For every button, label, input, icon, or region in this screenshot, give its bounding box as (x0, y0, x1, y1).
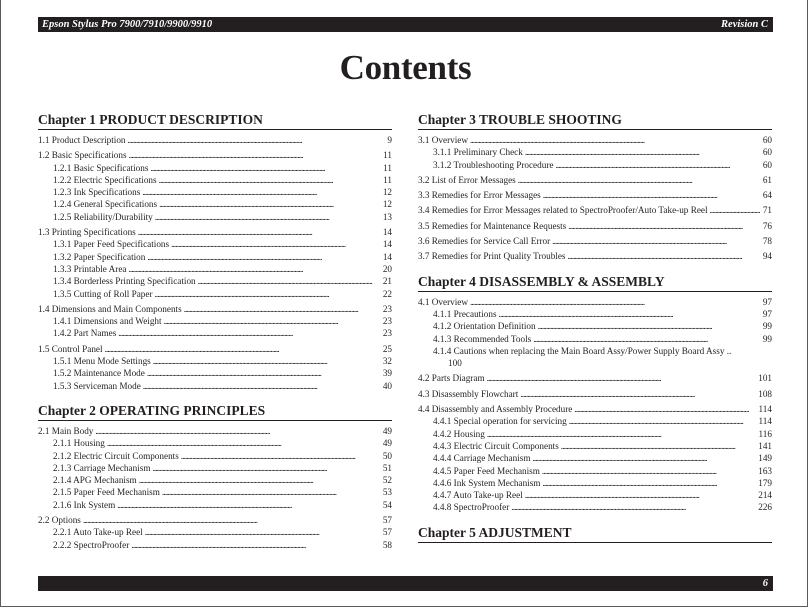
leader-dots (525, 489, 755, 501)
leader-dots (164, 315, 380, 327)
toc-column-right (418, 112, 772, 547)
toc-entry-page: 114 (758, 404, 772, 415)
running-header (38, 17, 773, 32)
toc-entry-page: 53 (382, 487, 392, 498)
toc-entry-page: 78 (762, 236, 772, 247)
leader-dots (543, 189, 760, 201)
toc-entry-label: 1.4.1 Dimensions and Weight (53, 316, 162, 327)
leader-dots (159, 198, 380, 210)
leader-dots (105, 343, 380, 355)
toc-entry-label: 1.3.4 Borderless Printing Specification (53, 276, 196, 287)
leader-dots (152, 462, 379, 474)
toc-entry-label: 1.4 Dimensions and Main Components (38, 303, 182, 314)
toc-subentry[interactable] (418, 440, 772, 452)
leader-dots (131, 539, 380, 551)
toc-entry-page: 9 (387, 135, 392, 145)
leader-dots (542, 477, 755, 489)
toc-subentry[interactable] (418, 146, 772, 158)
toc-subentry[interactable] (418, 477, 772, 489)
toc-entry-label: 4.2 Parts Diagram (418, 373, 485, 384)
toc-entry-page: 52 (382, 475, 392, 486)
leader-dots (487, 372, 756, 384)
toc-entry-label: 3.1.2 Troubleshooting Procedure (433, 159, 554, 170)
toc-entry-page: 61 (762, 174, 772, 185)
toc-entry-page: 226 (758, 502, 772, 513)
toc-entry-page: 25 (382, 343, 392, 354)
toc-subentry[interactable] (418, 159, 772, 171)
toc-entry-page: 11 (383, 174, 392, 185)
toc-entry-label: 3.7 Remedies for Print Quality Troubles (418, 251, 566, 262)
toc-entry[interactable] (38, 134, 392, 146)
toc-entry[interactable] (418, 235, 772, 247)
toc-subentry[interactable] (418, 415, 772, 427)
toc-entry-label: 4.4.6 Ink System Mechanism (433, 477, 541, 488)
leader-dots (147, 367, 380, 379)
toc-entry-label: 4.1.1 Precautions (433, 308, 497, 319)
leader-dots (470, 134, 760, 146)
toc-entry-page: 76 (762, 220, 772, 231)
leader-dots (569, 415, 756, 427)
toc-entry-page: 32 (382, 356, 392, 367)
toc-subentry[interactable] (38, 263, 392, 275)
toc-entry-page: 58 (382, 539, 392, 550)
leader-dots (155, 288, 380, 300)
toc-entry-label: 2.2.2 SpectroProofer (53, 539, 130, 550)
toc-entry-page: 149 (758, 453, 772, 464)
toc-subentry[interactable] (38, 526, 392, 538)
toc-entry[interactable] (418, 204, 772, 216)
toc-entry-label: 1.2.5 Reliability/Durability (53, 211, 153, 222)
toc-entry-page: 40 (382, 380, 392, 391)
leader-dots (142, 186, 380, 198)
toc-entry[interactable] (38, 149, 392, 161)
toc-entry-label: 1.2.3 Ink Specifications (53, 187, 141, 198)
running-footer (38, 576, 773, 591)
leader-dots (128, 263, 379, 275)
toc-entry-page: 60 (762, 147, 772, 158)
toc-entry-page: 21 (382, 276, 392, 287)
toc-entry-page: 94 (762, 251, 772, 262)
leader-dots (147, 251, 379, 263)
toc-entry[interactable] (38, 425, 392, 437)
toc-subentry[interactable] (38, 327, 392, 339)
toc-chapter-heading[interactable]: Chapter 5 ADJUSTMENT (418, 525, 772, 543)
toc-entry-page: 12 (382, 187, 392, 198)
toc-entry-label: 1.1 Product Description (38, 135, 126, 145)
toc-entry-page: 108 (758, 388, 772, 399)
leader-dots (129, 149, 381, 161)
toc-entry-label: 1.5 Control Panel (38, 343, 103, 354)
toc-chapter-heading[interactable]: Chapter 3 TROUBLE SHOOTING (418, 112, 772, 130)
toc-entry-label: 1.3.1 Paper Feed Specifications (53, 239, 170, 250)
toc-entry-label: 1.3.5 Cutting of Roll Paper (53, 288, 153, 299)
toc-entry-label: 4.4.7 Auto Take-up Reel (433, 490, 523, 501)
leader-dots (542, 465, 755, 477)
toc-entry-page: 97 (762, 308, 772, 319)
toc-entry[interactable] (418, 250, 772, 262)
toc-chapter-heading[interactable]: Chapter 1 PRODUCT DESCRIPTION (38, 112, 392, 130)
toc-subentry[interactable] (38, 355, 392, 367)
toc-entry-page: 13 (382, 211, 392, 222)
toc-entry-page: 100 (448, 358, 462, 369)
leader-dots (138, 226, 380, 238)
toc-subentry[interactable] (38, 174, 392, 186)
leader-dots (520, 388, 755, 400)
leader-dots (128, 134, 385, 146)
toc-subentry[interactable] (418, 308, 772, 320)
toc-entry[interactable] (38, 514, 392, 526)
toc-subentry[interactable] (418, 452, 772, 464)
leader-dots (145, 526, 380, 538)
toc-entry-page: 12 (382, 199, 392, 210)
toc-entry-label: 4.1.3 Recommended Tools (433, 333, 532, 344)
toc-entry-page: 23 (382, 328, 392, 339)
toc-entry-page: 60 (762, 135, 772, 145)
leader-dots (538, 320, 760, 332)
toc-entry-page: 49 (382, 438, 392, 449)
toc-entry-label: 1.5.1 Menu Mode Settings (53, 356, 151, 367)
header-revision: Revision C (721, 19, 768, 30)
toc-chapter-heading[interactable]: Chapter 4 DISASSEMBLY & ASSEMBLY (418, 274, 772, 292)
toc-entry-page: 71 (762, 205, 772, 216)
toc-entry-page: 179 (758, 477, 772, 488)
leader-dots (171, 238, 380, 250)
leader-dots (198, 275, 380, 287)
toc-entry-page: 114 (758, 416, 772, 427)
leader-dots (533, 333, 760, 345)
toc-entry-label: 4.3 Disassembly Flowchart (418, 388, 519, 399)
toc-entry-label: 1.2.1 Basic Specifications (53, 162, 149, 173)
leader-dots (511, 501, 755, 513)
toc-entry-page: 141 (758, 440, 772, 451)
toc-subentry[interactable] (38, 186, 392, 198)
toc-entry[interactable] (418, 372, 772, 384)
page-title: Contents (339, 48, 472, 87)
toc-entry-label: 2.2.1 Auto Take-up Reel (53, 527, 143, 538)
leader-dots (532, 452, 755, 464)
toc-entry-label: 4.4.1 Special operation for servicing (433, 416, 567, 427)
toc-entry-page: 22 (382, 288, 392, 299)
toc-subentry[interactable] (418, 333, 772, 345)
toc-entry[interactable] (38, 303, 392, 315)
toc-entry-label: 3.1 Overview (418, 135, 469, 145)
toc-entry-label: 4.4.3 Electric Circuit Components (433, 440, 559, 451)
leader-dots (117, 499, 380, 511)
leader-dots (561, 440, 755, 452)
toc-entry-page: 23 (382, 303, 392, 314)
toc-entry-page: 51 (382, 462, 392, 473)
toc-entry-page: 163 (758, 465, 772, 476)
toc-entry-label: 4.1 Overview (418, 296, 469, 307)
toc-subentry[interactable] (418, 489, 772, 501)
toc-entry-page: 54 (382, 499, 392, 510)
leader-dots (525, 146, 760, 158)
leader-dots (83, 514, 380, 526)
toc-subentry[interactable] (38, 238, 392, 250)
toc-entry-label: 4.4.8 SpectroProofer (433, 502, 510, 513)
toc-subentry[interactable] (38, 162, 392, 174)
leader-dots (181, 450, 380, 462)
toc-entry-label: 3.3 Remedies for Error Messages (418, 190, 541, 201)
toc-entry[interactable] (418, 388, 772, 400)
toc-entry-label: 1.5.2 Maintenance Mode (53, 368, 145, 379)
toc-column-left (38, 112, 392, 551)
toc-entry[interactable] (418, 220, 772, 232)
toc-subentry[interactable] (38, 367, 392, 379)
toc-entry-page: 11 (383, 150, 392, 161)
leader-dots (552, 235, 760, 247)
toc-entry[interactable] (38, 226, 392, 238)
toc-entry-label: 1.5.3 Serviceman Mode (53, 380, 141, 391)
toc-entry-label: 3.4 Remedies for Error Messages related to SpectroProofer/Auto Take-up Reel (418, 205, 708, 216)
toc-entry-page: 49 (382, 425, 392, 436)
toc-entry-page: 39 (382, 368, 392, 379)
toc-entry[interactable] (418, 189, 772, 201)
toc-entry-label: 4.4.2 Housing (433, 428, 485, 439)
leader-dots (499, 308, 760, 320)
toc-subentry[interactable] (418, 320, 772, 332)
toc-entry-label: 4.4.4 Carriage Mechanism (433, 453, 531, 464)
page-number: 6 (762, 578, 768, 589)
leader-dots (143, 380, 380, 392)
leader-dots (574, 403, 755, 415)
toc-entry-page: 60 (762, 159, 772, 170)
toc-entry-label: 1.2.4 General Specifications (53, 199, 158, 210)
toc-entry-label: 2.1.4 APG Mechanism (53, 475, 137, 486)
toc-entry-label: 2.1.3 Carriage Mechanism (53, 462, 151, 473)
toc-entry-page: 214 (758, 490, 772, 501)
toc-entry-label: 2.1.5 Paper Feed Mechanism (53, 487, 160, 498)
toc-subentry[interactable] (38, 275, 392, 287)
toc-subentry[interactable] (38, 315, 392, 327)
leader-dots (155, 211, 380, 223)
toc-subentry[interactable] (38, 198, 392, 210)
toc-entry-label: 1.4.2 Part Names (53, 328, 117, 339)
leader-dots (150, 162, 380, 174)
toc-entry-page: 14 (382, 251, 392, 262)
toc-entry-label: 1.2 Basic Specifications (38, 150, 127, 161)
toc-entry-page: 14 (382, 227, 392, 238)
toc-entry-label: 3.1.1 Preliminary Check (433, 147, 523, 158)
leader-dots (470, 296, 760, 308)
toc-entry-page: 14 (382, 239, 392, 250)
toc-subentry[interactable] (418, 465, 772, 477)
leader-dots (162, 486, 380, 498)
toc-chapter-heading[interactable]: Chapter 2 OPERATING PRINCIPLES (38, 403, 392, 421)
toc-entry-label: 4.1.2 Orientation Definition (433, 321, 536, 332)
toc-entry-label: 4.4.5 Paper Feed Mechanism (433, 465, 540, 476)
toc-entry-page: 101 (758, 373, 772, 384)
toc-entry-label: 1.2.2 Electric Specifications (53, 174, 157, 185)
toc-entry-label: 1.3.2 Paper Specification (53, 251, 146, 262)
leader-dots (159, 174, 381, 186)
toc-subentry[interactable] (38, 437, 392, 449)
toc-entry-label: 3.6 Remedies for Service Call Error (418, 236, 551, 247)
toc-entry-label: 3.2 List of Error Messages (418, 174, 516, 185)
toc-entry-label: 2.1.1 Housing (53, 438, 105, 449)
toc-entry-label: 4.4 Disassembly and Assembly Procedure (418, 404, 573, 415)
leader-dots (555, 159, 759, 171)
toc-entry-page: 11 (383, 162, 392, 173)
toc-subentry[interactable] (38, 462, 392, 474)
leader-dots (184, 303, 380, 315)
leader-dots (153, 355, 380, 367)
leader-dots (139, 474, 380, 486)
leader-dots (118, 327, 380, 339)
toc-subentry[interactable] (38, 380, 392, 392)
leader-dots (107, 437, 380, 449)
toc-entry-page: 50 (382, 450, 392, 461)
toc-entry-label: 1.3 Printing Specifications (38, 227, 136, 238)
toc-entry-page: 23 (382, 316, 392, 327)
toc-entry-page: 99 (762, 321, 772, 332)
toc-entry[interactable] (418, 134, 772, 146)
header-product-title: Epson Stylus Pro 7900/7910/9900/9910 (42, 19, 213, 30)
toc-entry-page: 97 (762, 296, 772, 307)
toc-subentry[interactable] (38, 474, 392, 486)
leader-dots (518, 174, 760, 186)
toc-entry-page: 57 (382, 515, 392, 526)
leader-dots (710, 204, 760, 216)
toc-entry-label: 1.3.3 Printable Area (53, 263, 127, 274)
toc-entry-label: 4.1.4 Cautions when replacing the Main Board Assy/Power Supply Board Assy .. (433, 345, 732, 356)
toc-subentry[interactable] (38, 251, 392, 263)
toc-subentry[interactable] (38, 211, 392, 223)
toc-entry-label: 2.1.6 Ink System (53, 499, 116, 510)
toc-subentry[interactable] (38, 450, 392, 462)
toc-entry-label: 2.2 Options (38, 515, 81, 526)
toc-entry[interactable] (418, 174, 772, 186)
toc-subentry[interactable] (418, 501, 772, 513)
toc-subentry[interactable] (418, 345, 772, 370)
toc-entry-page: 64 (762, 190, 772, 201)
leader-dots (487, 428, 756, 440)
toc-subentry[interactable] (38, 499, 392, 511)
toc-entry-page: 116 (758, 428, 772, 439)
toc-entry[interactable] (418, 403, 772, 415)
toc-entry[interactable] (418, 296, 772, 308)
leader-dots (95, 425, 379, 437)
leader-dots (568, 250, 760, 262)
toc-entry-page: 99 (762, 333, 772, 344)
toc-subentry[interactable] (38, 288, 392, 300)
toc-subentry[interactable] (418, 428, 772, 440)
toc-entry-page: 20 (382, 263, 392, 274)
toc-entry-label: 3.5 Remedies for Maintenance Requests (418, 220, 567, 231)
toc-entry-label: 2.1 Main Body (38, 425, 94, 436)
toc-entry-page: 57 (382, 527, 392, 538)
toc-subentry[interactable] (38, 539, 392, 551)
toc-subentry[interactable] (38, 486, 392, 498)
toc-entry-label: 2.1.2 Electric Circuit Components (53, 450, 179, 461)
toc-entry[interactable] (38, 343, 392, 355)
leader-dots (568, 220, 760, 232)
